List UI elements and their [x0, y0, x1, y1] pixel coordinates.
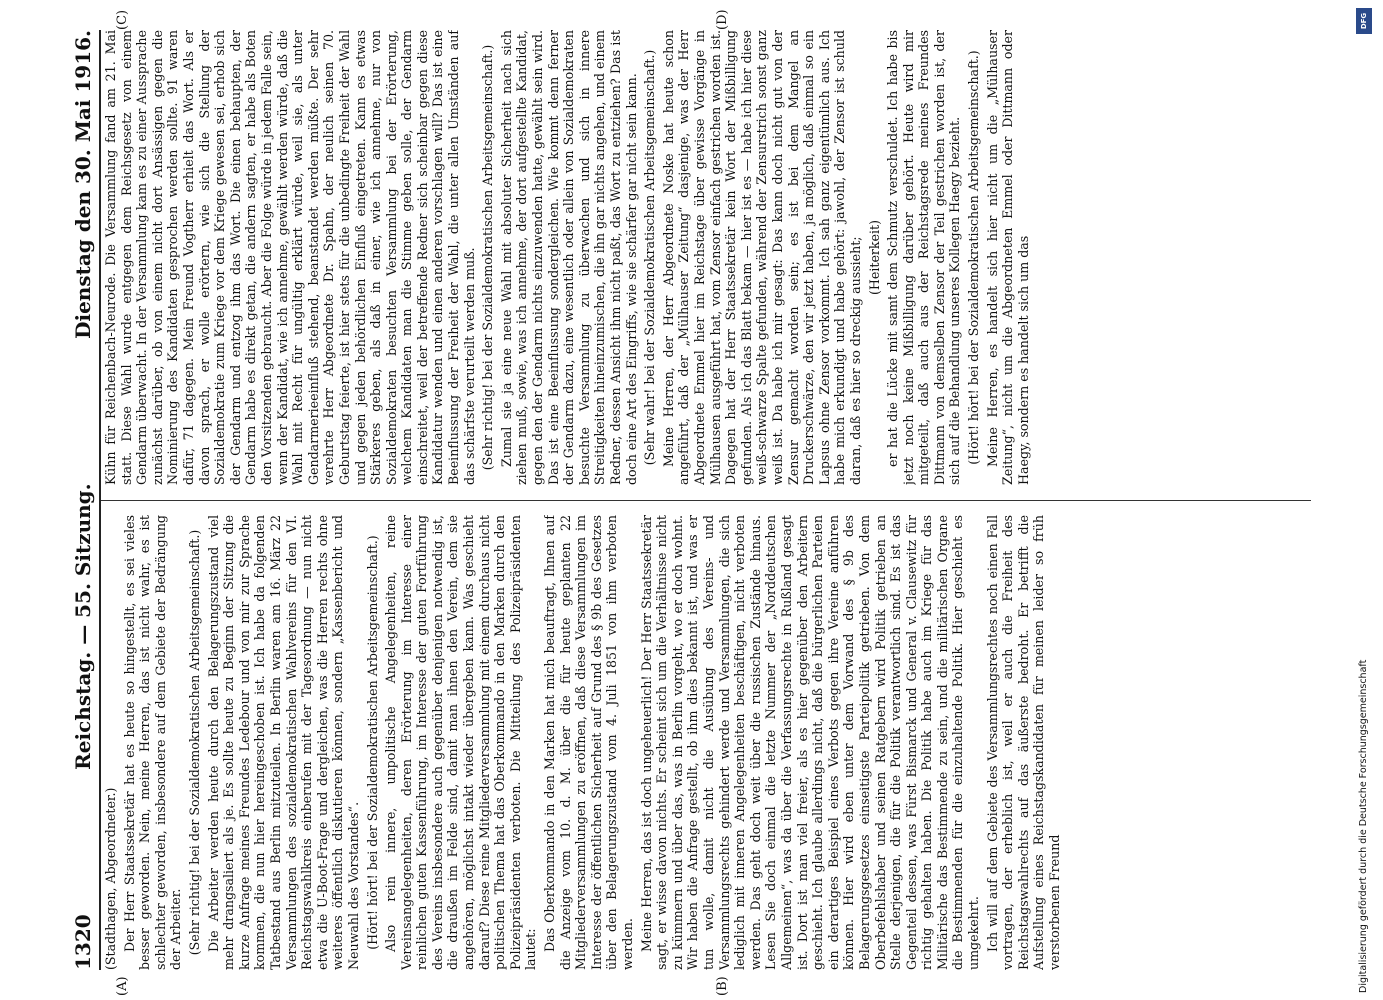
rotated-newspaper-page [55, 0, 1355, 1000]
paragraph: er hat die Lücke mit samt dem Schmutz verschuldet. Ich habe bis jetzt noch keine Mißbilligung darüber gehört. Heute wird mir mitgeteilt, daß auch aus der Reichstagsrede meines Freundes Dittmann von demselben Zensor der Teil gestrichen worden ist, der sich auf die Behandlung unseres Kollegen Haegy bezieht. [885, 30, 963, 485]
paragraph: Kühn für Reichenbach-Neurode. Die Versammlung fand am 21. Mai statt. Diese Wahl wurde entgegen dem Reichsgesetz von einem Gendarm überwacht. In der Versammlung kam es zu einer Aussprache zunächst darüber, ob von einem nicht dort Ansässigen gegen die Nominierung des Kandidaten gesprochen werden sollte. 91 waren dafür, 71 dagegen. Mein Freund Vogtherr erhielt das Wort. Als er davon sprach, er wolle erörtern, wie sich die Stellung der Sozialdemokratie zum Kriege vor dem Kriege gewesen sei, erhob sich der Gendarm und entzog ihm das Wort. Die einen behaupten, der Gendarm habe es direkt getan, die andern sagten, er habe als Boten den Vorsitzenden gebraucht. Aber die Folge würde in jedem Falle sein, wenn der Kandidat, wie ich annehme, gewählt werden würde, daß die Wahl mit Recht für ungültig erklärt würde, weil sie, als unter Gendarmerieeinfluß stehend, beanstandet werden müßte. Der sehr verehrte Herr Abgeordnete Dr. Spahn, der neulich seinen 70. Geburtstag feierte, ist hier stets für die unbedingte Freiheit der Wahl und gegen jeden behördlichen Einfluß eingetreten. Kann es etwas Stärkeres geben, als daß in einer, wie ich annehme, nur von Sozialdemokraten besuchten Versammlung bei der Erörterung, welchem Kandidaten man die Stimme geben solle, der Gendarm einschreitet, weil der betreffende Redner sich scheinbar gegen diese Kandidatur wenden und einen anderen vorschlagen will? Das ist eine Beeinflussung der Freiheit der Wahl, die unter allen Umständen auf das schärfste verurteilt werden muß. [103, 30, 477, 485]
credit-text: Digitalisierung gefördert durch die Deutsche Forschungsgemeinschaft [1358, 659, 1369, 993]
page-date: Dienstag den 30. Mai 1916. [71, 30, 95, 339]
interjection: (Hört! hört! bei der Sozialdemokratischen Arbeitsgemeinschaft.) [966, 50, 982, 465]
paragraph: Ich will auf dem Gebiete des Versammlungsrechtes noch einen Fall vortragen, der erheblich ist, weil er auch die Freiheit des Reichstagswahlrechts auf das äußerste bedroht. Er betrifft die Aufstellung eines Reichstagskandidaten für meinen leider so früh verstorbenen Freund [984, 515, 1063, 970]
left-column [103, 515, 1303, 970]
paragraph: Der Herr Staatssekretär hat es heute so hingestellt, es sei vieles besser geworden. Nein, meine Herren, das ist nicht wahr, es ist schlechter geworden, insbesondere auf dem Gebiete der Bedrängung der Arbeiter. [121, 515, 184, 970]
interjection: (Sehr richtig! bei der Sozialdemokratischen Arbeitsgemeinschaft.) [480, 44, 496, 471]
margin-marker-a: (A) [115, 976, 130, 996]
paragraph: Meine Herren, es handelt sich hier nicht um die „Mülhauser Zeitung“, nicht um die Abgeordneten Emmel oder Dittmann oder Haegy, sondern es handelt sich um das [984, 30, 1031, 485]
digitization-credit [1356, 8, 1372, 993]
paragraph: Meine Herren, das ist doch ungeheuerlich! Der Herr Staatssekretär sagt, er wisse davon nichts. Er scheint sich um die Verhältnisse nicht zu kümmern und über das, was in Berlin vorgeht, wo er doch wohnt. Wir haben die Anfrage gestellt, ob ihm dies bekannt ist, und was er tun wolle, damit nicht die Ausübung des Vereins- und Versammlungsrechts gehindert werde und Versammlungen, die sich lediglich mit inneren Angelegenheiten beschäftigen, nicht verboten werden. Das geht doch weit über die russischen Zustände hinaus. Lesen Sie doch einmal die letzte Nummer der „Norddeutschen Allgemeinen“, was da über die Verfassungsrechte in Rußland gesagt ist. Dort ist man viel freier, als es hier gegenüber den Arbeitern geschieht. Ich glaube allerdings nicht, daß die bürgerlichen Parteien ein derartiges Beispiel eines Verbots gegen ihre Vereine anführen können. Hier wird eben unter dem Vorwand des § 9b des Belagerungsgesetzes einseitigste Parteipolitik getrieben. Von dem Oberbefehlshaber und seinen Ratgebern wird Politik getrieben an Stelle derjenigen, die für die Politik verantwortlich sind. Es ist das Gegenteil dessen, was Fürst Bismarck und General v. Clausewitz für richtig gehalten haben. Die Politik habe auch im Kriege für das Militärische das Bestimmende zu sein, und die militärischen Organe die Bestimmenden für die einzuhaltende Politik. Hier geschieht es umgekehrt. [638, 515, 982, 970]
margin-marker-d: (D) [715, 9, 730, 30]
speaker-line: (Stadthagen, Abgeordneter.) [103, 787, 118, 970]
interjection: (Hört! hört! bei der Sozialdemokratischen Arbeitsgemeinschaft.) [364, 535, 380, 950]
interjection: (Heiterkeit) [866, 220, 882, 295]
paragraph: Die Arbeiter werden heute durch den Belagerungszustand viel mehr drangsaliert als je. Es sollte heute zu Beginn der Sitzung die kurze Anfrage meines Freundes Ledebour und von mir zur Sprache kommen, die nun hier hereingeschoben ist. Ich habe da folgenden Tatbestand aus Berlin mitzuteilen. In Berlin waren am 16. März 22 Versammlungen des sozialdemokratischen Wahlvereins für den VI. Reichstagswahlkreis einberufen mit der Tagesordnung — nun nicht etwa die U-Boot-Frage und dergleichen, was die Herren rechts ohne weiteres öffentlich diskutieren können, sondern „Kassenbericht und Neuwahl des Vorstandes“. [205, 515, 361, 970]
page-number: 1320 [71, 914, 95, 970]
margin-marker-c: (C) [115, 9, 130, 30]
page-header [55, 30, 101, 970]
quotation: Das Oberkommando in den Marken hat mich beauftragt, Ihnen auf die Anzeige vom 10. d. M. über die für heute geplanten 22 Mitgliederversammlungen zu eröffnen, daß diese Versammlungen im Interesse der öffentlichen Sicherheit auf Grund des § 9b des Gesetzes über den Belagerungszustand vom 4. Juli 1851 von ihm verboten werden. [542, 515, 635, 970]
paragraph: Also rein innere, unpolitische Angelegenheiten, reine Vereinsangelegenheiten, deren Erörterung im Interesse einer reinlichen guten Kassenführung, im Interesse der guten Fortführung des Vereins insbesondere auch gegenüber denjenigen notwendig ist, die draußen im Felde sind, damit man ihnen den Verein, dem sie angehören, möglichst intakt wieder übergeben kann. Was geschieht darauf? Diese reine Mitgliederversammlung mit einem durchaus nicht politischen Thema hat das Oberkommando in den Marken durch den Polizeipräsidenten verboten. Die Mitteilung des Polizeipräsidenten lautet: [383, 515, 539, 970]
interjection: (Sehr wahr! bei der Sozialdemokratischen Arbeitsgemeinschaft.) [642, 49, 658, 466]
paragraph: Zumal sie ja eine neue Wahl mit absoluter Sicherheit nach sich ziehen muß, sowie, was ich annehme, der dort aufgestellte Kandidat, gegen den der Gendarm nichts einzuwenden hatte, gewählt sein wird. Das ist eine Beeinflussung sondergleichen. Wie kommt denn ferner der Gendarm dazu, eine wesentlich oder allein von Sozialdemokraten besuchte Versammlung zu überwachen und sich in innere Streitigkeiten hineinzumischen, die ihn gar nichts angehen, und einem Redner, dessen Ansicht ihm nicht paßt, das Wort zu entziehen? Das ist doch eine Art des Eingriffs, wie sie schärfer gar nicht sein kann. [498, 30, 639, 485]
interjection: (Sehr richtig! bei der Sozialdemokratischen Arbeitsgemeinschaft.) [186, 529, 202, 956]
page-title: Reichstag. — 55. Sitzung. [71, 483, 95, 770]
dfg-logo: DFG [1356, 8, 1372, 34]
margin-marker-b: (B) [715, 976, 730, 996]
paragraph: Meine Herren, der Herr Abgeordnete Noske hat heute schon angeführt, daß der „Mülhauser Zeitung“ dasjenige, was der Herr Abgeordnete Emmel hier im Reichstage über gewisse Vorgänge in Mülhausen ausgeführt hat, vom Zensor einfach gestrichen worden ist. Dagegen hat der Herr Staatssekretär kein Wort der Mißbilligung gefunden. Als ich das Blatt bekam — hier ist es — habe ich hier diese weiß-schwarze Spalte gefunden, während der Zensurstrich sonst ganz weiß ist. Da habe ich mir gesagt: Das kann doch nicht gut von der Zensur gemacht worden sein; es ist bei dem Mangel an Druckerschwärze, den wir jetzt haben, ja möglich, daß einmal so ein Lapsus ohne Zensor vorkommt. Ich sah ganz eigentümlich aus. Ich habe mich erkundigt und habe gehört: jawohl, der Zensor ist schuld daran, daß es hier so dreckig aussieht; [660, 30, 863, 485]
column-divider [101, 500, 1311, 501]
right-column [103, 30, 1303, 485]
